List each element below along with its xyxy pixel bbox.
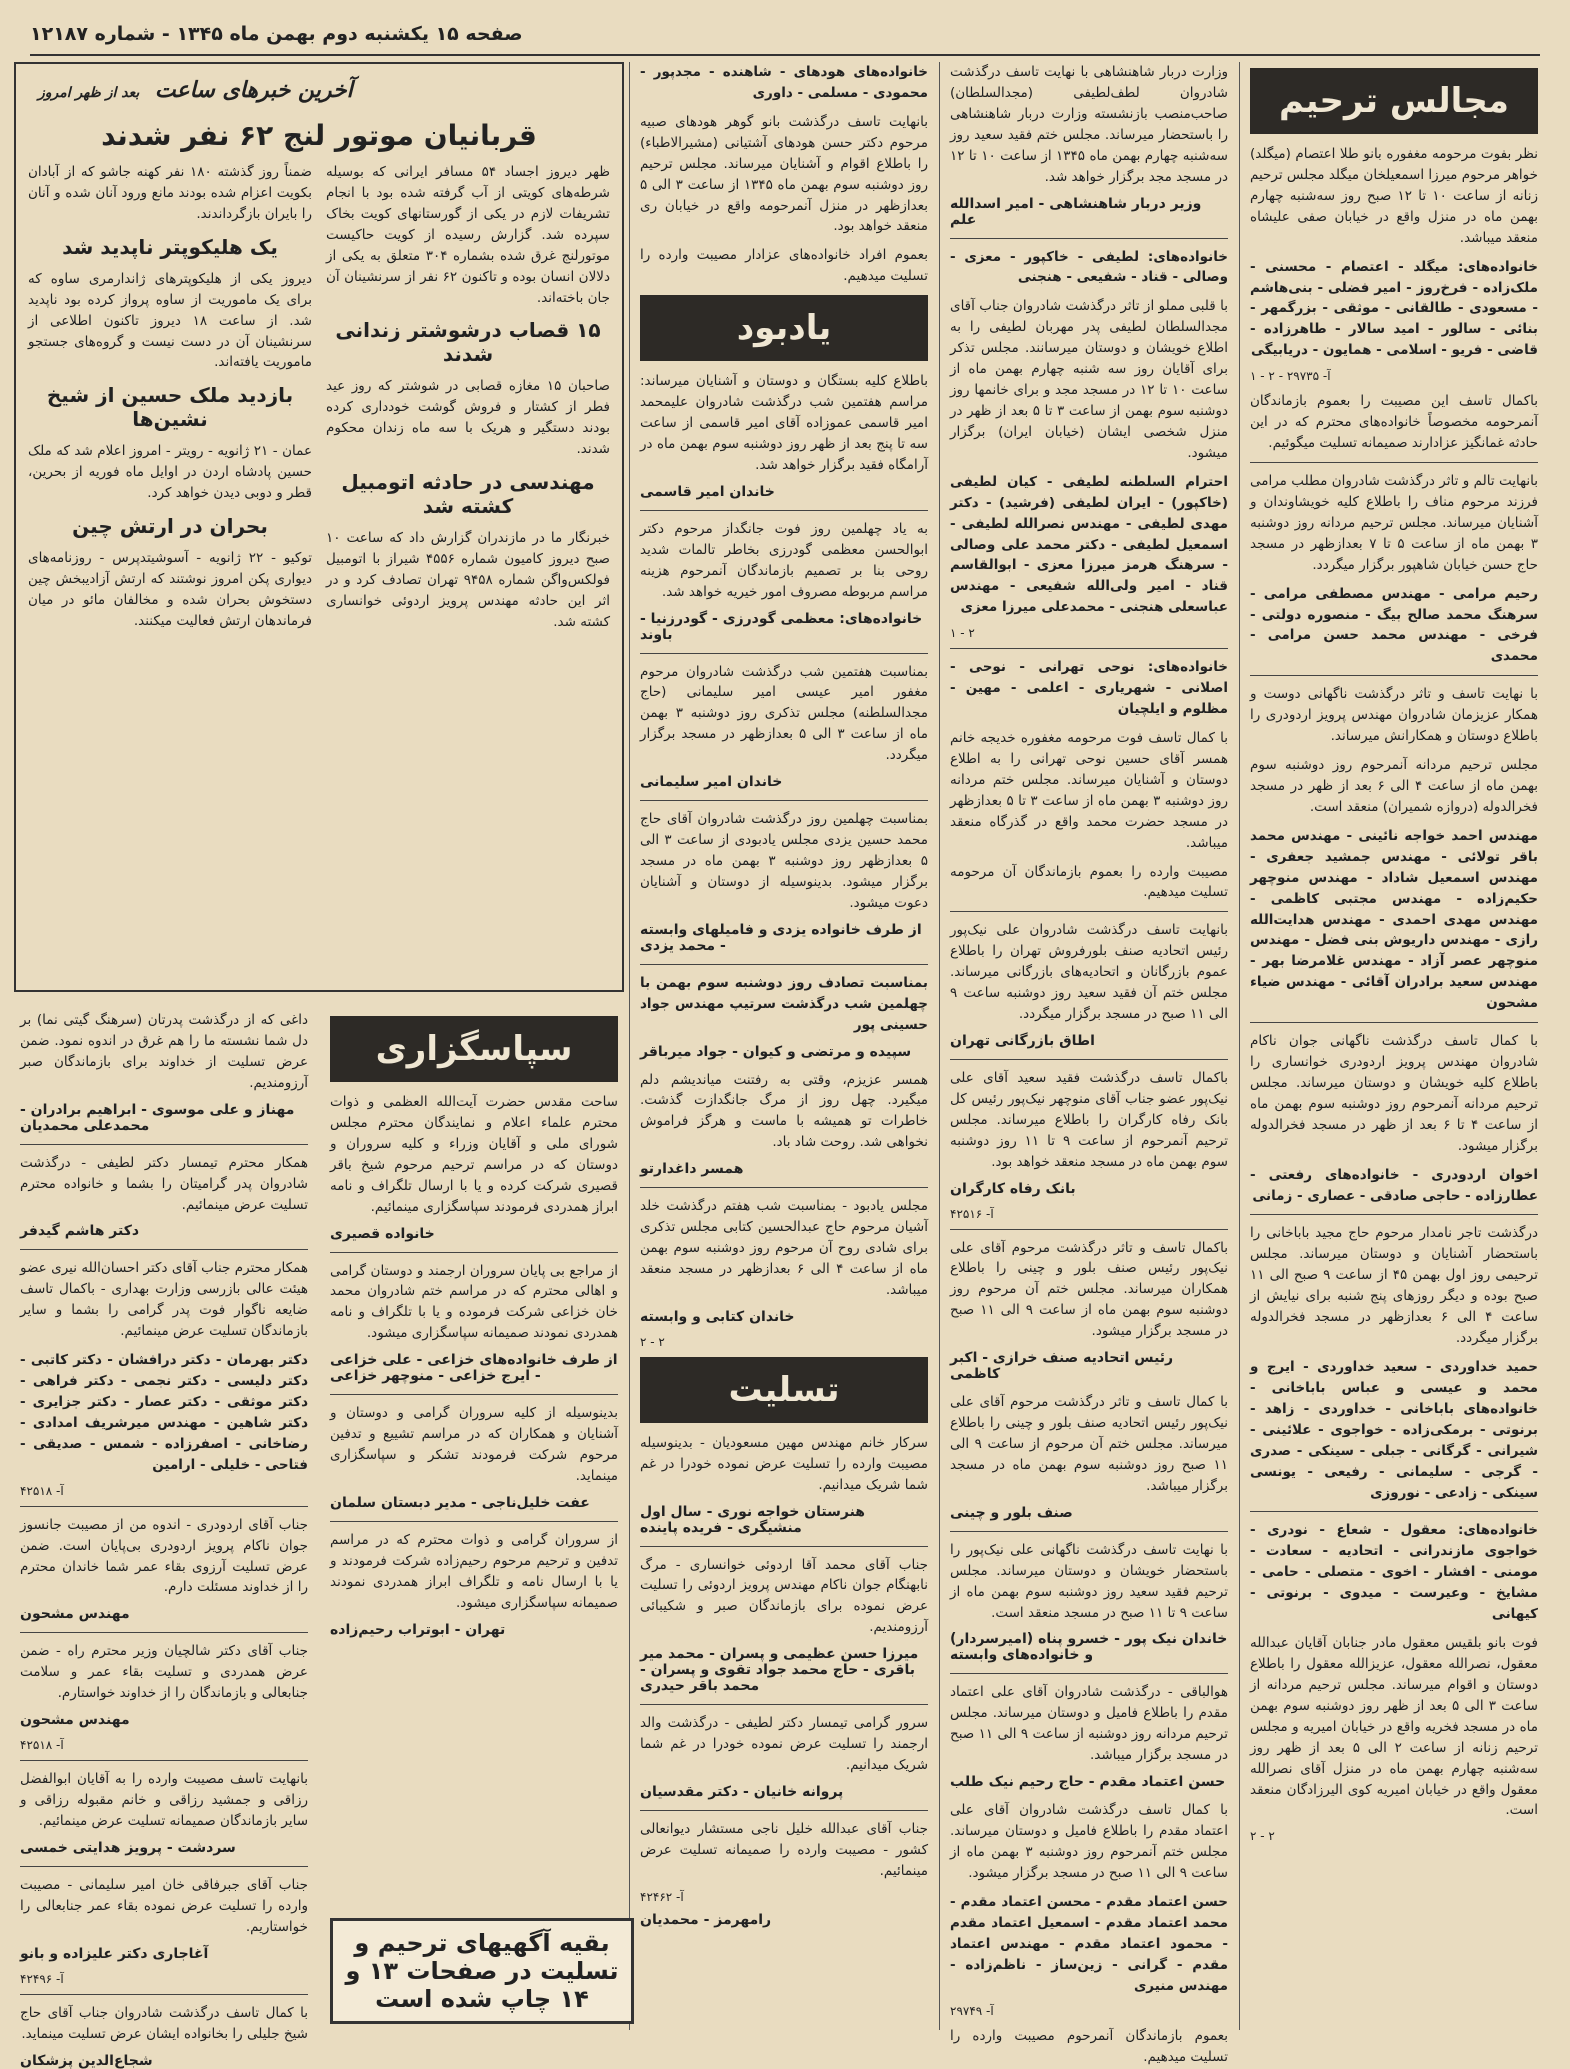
news-columns xyxy=(28,162,610,641)
headline: یک هلیکوپتر ناپدید شد xyxy=(62,234,278,259)
notice-signature: صنف بلور و چینی xyxy=(950,1504,1073,1521)
notice-text: نظر بفوت مرحومه مغفوره بانو طلا اعتصام (میگلد) خواهر مرحوم میرزا اسمعیلخان میگلد مجلس ترحیم زنانه از ساعت ۱۰ تا ۱۲ صبح روز سه‌شنبه چهارم بهمن ماه در منزل واقع در خیابان صفی علیشاه منعقد میباشد. xyxy=(1250,146,1539,246)
divider xyxy=(640,1704,928,1705)
notice-signature: سپیده و مرتضی و کیوان - جواد میرباقر xyxy=(640,1043,912,1060)
notice-text: بانهایت تاسف درگذشت بانو گوهر هودهای صبیه مرحوم دکتر حسن هودهای آشتیانی (مشیرالاطباء) را باطلاع اقوام و آشنایان میرساند. مجلس ترحیم روز دوشنبه سوم بهمن ماه ۱۳۴۵ از ساعت ۳ الی ۵ بعدازظهر در منزل آنمرحومه واقع در خیابان ری منعقد خواهد بود. xyxy=(640,113,928,235)
headline: ۱۵ قصاب درشوشتر زندانی شدند xyxy=(335,318,601,367)
notice-text: سرور گرامی تیمسار دکتر لطیفی - درگذشت والد ارجمند را تسلیت عرض نموده خودرا در غم شما شریک میدانیم. xyxy=(640,1715,928,1774)
notice-signature: عفت خلیل‌ناجی - مدیر دبستان سلمان xyxy=(330,1494,590,1511)
divider xyxy=(950,238,1228,239)
divider xyxy=(950,1531,1228,1532)
notice-text: جناب آقای محمد آقا اردوئی خوانساری - مرگ نابهنگام جوان ناکام مهندس پرویز اردوئی را تسلیت عرض نموده برای بازماندگان صبر و شکیبائی آرزومندیم. xyxy=(640,1556,928,1636)
notice-text: باکمال تاسف این مصیبت را بعموم بازماندگان آنمرحومه مخصوصاً خانواده‌های محترم که در این حادثه غمانگیز عزادارند صمیمانه تسلیت میگوئیم. xyxy=(1250,393,1538,452)
ad-code: ۲ - ۲ xyxy=(1250,1829,1275,1844)
notice-signature: همسر داغدارتو xyxy=(640,1161,744,1178)
notice-text: وزارت دربار شاهنشاهی با نهایت تاسف درگذشت شادروان لطف‌لطیفی (مجدالسلطان) صاحب‌منصب بازنشسته وزارت دربار شاهنشاهی را باستحضار میرساند. مجلس ختم فقید سعید روز سه‌شنبه چهارم بهمن ماه ۱۳۴۵ از ساعت ۱۰ تا ۱۲ در مسجد مجد برگزار خواهد شد. xyxy=(950,64,1228,185)
notice-text: همکار محترم تیمسار دکتر لطیفی - درگذشت شادروان پدر گرامیتان را بشما و خانواده محترم تسلیت عرض مینمائیم. xyxy=(20,1154,308,1213)
divider xyxy=(20,1506,308,1507)
column-rule xyxy=(629,62,630,2030)
divider xyxy=(20,1249,308,1250)
news-text: صاحبان ۱۵ مغازه قصابی در شوشتر که روز عید فطر از کشتار و فروش گوشت خودداری کرده بودند دستگیر و هریک با سه ماه زندان محکوم شدند. xyxy=(326,378,610,458)
divider xyxy=(640,1810,928,1811)
ad-code: ۲ - ۱ xyxy=(950,626,975,641)
section-banner-taslit: تسلیت xyxy=(640,1357,928,1423)
notice-signature: خاندان امیر قاسمی xyxy=(640,483,775,500)
divider xyxy=(1250,1022,1538,1023)
page-header xyxy=(30,14,1540,56)
divider xyxy=(640,964,928,965)
column-4-lower xyxy=(324,1010,624,2030)
notice-text: همسر عزیزم، وقتی به رفتنت میاندیشم دلم میگیرد. چهل روز از مرگ جانگدازت گذشت. خاطرات تو همیشه با ماست و هرگز فراموش نخواهی شد. روحت شاد باد. xyxy=(640,1071,928,1151)
notice-text: به یاد چهلمین روز فوت جانگداز مرحوم دکتر ابوالحسن معظمی گودرزی بخاطر تالمات شدید روحی بنا بر تصمیم بازماندگان آنمرحوم هزینه مراسم مربوطه مصروف امور خیریه خواهد شد. xyxy=(640,520,928,600)
news-brand xyxy=(28,72,610,109)
notice-signature: شجاع‌الدین پزشکان xyxy=(20,2052,153,2069)
divider xyxy=(1250,1511,1538,1512)
notice-text: بدینوسیله از کلیه سروران گرامی و دوستان و آشنایان و همکاران که در مراسم تشییع و تدفین مرحوم شرکت فرمودند تشکر و سپاسگزاری مینماید. xyxy=(330,1405,618,1484)
notice-signature: مهندس مشحون xyxy=(20,1712,130,1729)
notice-text: بمناسبت هفتمین شب درگذشت شادروان مرحوم مغفور امیر عیسی امیر سلیمانی (حاج مجدالسلطنه) مجلس تذکری روز دوشنبه ۳ بهمن ماه از ساعت ۳ الی ۵ بعدازظهر در مسجد برگزار میگردد. xyxy=(640,663,929,764)
notice-text: با کمال تاسف درگذشت ناگهانی جوان ناکام شادروان مهندس پرویز اردودری خوانساری را باطلاع کلیه خویشان و دوستان میرساند. مجلس ترحیم مردانه آنمرحوم روز دوشنبه سوم بهمن ماه از ساعت ۴ تا ۶ بعد از ظهر در مسجد فخرالدوله برگزار میشود. xyxy=(1250,1033,1539,1154)
notice-text: از مراجع بی پایان سروران ارجمند و دوستان گرامی و اهالی محترم که در مراسم ختم شادروان محمد خان خزاعی شرکت فرموده و یا با تلگراف و نامه همدردی نمودند صمیمانه سپاسگزاری میشود. xyxy=(330,1262,618,1342)
section-banner-yadbood: یادبود xyxy=(640,295,928,361)
column-rule xyxy=(1239,62,1240,2030)
ad-code: آ- ۴۲۴۹۶ xyxy=(20,1971,64,1986)
divider xyxy=(20,1144,308,1145)
notice-text: جناب آقای دکتر شالچیان وزیر محترم راه - ضمن عرض همدردی و تسلیت بقاء عمر و سلامت جنابعالی و بازماندگان را از خداوند خواستارم. xyxy=(20,1643,308,1702)
notice-text: جناب آقای اردودری - اندوه من از مصیبت جانسوز جوان ناکام پرویز اردودری بی‌پایان است. ضمن عرض تسلیت آرزوی بقاء عمر شما خاندان محترم را از خداوند مسئلت دارم. xyxy=(20,1516,308,1596)
divider xyxy=(640,1546,928,1547)
notice-text: ساحت مقدس حضرت آیت‌الله العظمی و ذوات محترم علماء اعلام و نمایندگان محترم مجلس شورای ملی و آقایان وزراء و کلیه سروران و دوستان که در مراسم ترحیم مرحوم شیخ باقر قصیری شرکت کرده و یا با ارسال تلگراف و نامه ابراز همدردی فرمودند سپاسگزاری مینمائیم. xyxy=(330,1094,618,1215)
notice-text: بانهایت تالم و تاثر درگذشت شادروان مطلب مرامی فرزند مرحوم مناف را باطلاع کلیه خویشاوندان و آشنایان میرساند. مجلس ترحیم مردانه روز دوشنبه ۳ بهمن ماه از ساعت ۵ تا ۷ بعدازظهر در مسجد حاج حسن خیابان شاهپور برگزار میگردد. xyxy=(1250,472,1538,573)
notice-text: با قلبی مملو از تاثر درگذشت شادروان جناب آقای مجدالسلطان لطیفی پدر مهربان لطیفی را به اطلاع خویشان و دوستان میرسانند. مجلس تذکر برای آقایان روز سه شنبه چهارم بهمن ماه از ساعت ۱۰ تا ۱۲ در مسجد مجد و برای خانمها روز دوشنبه سوم بهمن از ساعت ۳ تا ۵ بعد از ظهر در منزل شخصی ایشان (خیابان ایران) برگزار میشود. xyxy=(950,298,1228,461)
column-2 xyxy=(944,62,1234,2066)
news-column-right xyxy=(326,162,610,641)
notice-signature: اطاق بازرگانی تهران xyxy=(950,1032,1095,1049)
ad-code: آ- ۲۹۷۳۵ - ۲ - ۱ xyxy=(1250,369,1331,384)
divider xyxy=(950,648,1228,649)
divider xyxy=(1250,462,1538,463)
divider xyxy=(950,1673,1228,1674)
ad-code: آ- ۴۲۵۱۸ xyxy=(20,1483,64,1498)
notice-text: بمناسبت چهلمین روز درگذشت شادروان آقای حاج محمد حسین یزدی مجلس یادبودی از ساعت ۳ الی ۵ بعدازظهر روز دوشنبه ۳ بهمن ماه در مسجد برگزار میشود. بدینوسیله از دوستان و آشنایان دعوت میشود. xyxy=(640,811,928,911)
notice-text: از سروران گرامی و ذوات محترم که در مراسم تدفین و ترحیم مرحوم رحیم‌زاده شرکت فرمودند و یا با ارسال نامه و تلگراف ابراز همدردی نمودند صمیمانه سپاسگزاری میشود. xyxy=(330,1531,618,1611)
notice-text: با کمال تاسف فوت مرحومه مغفوره خدیجه خانم همسر آقای حسین نوحی تهرانی را به اطلاع دوستان و آشنایان میرساند. مجلس ختم مردانه روز دوشنبه ۳ بهمن ماه از ساعت ۳ تا ۵ بعدازظهر در مسجد حضرت محمد واقع در گذرگاه منعقد میباشد. xyxy=(950,729,1228,851)
column-5-lower xyxy=(14,1010,314,2069)
notice-signers: اخوان اردودری - خانواده‌های رفعتی - عطارزاده - حاجی صادقی - عصاری - زمانی xyxy=(1250,1166,1538,1204)
notice-text: بانهایت تاسف مصیبت وارده را به آقایان ابوالفضل رزاقی و جمشید رزاقی و خانم مقبوله رزاقی و سایر بازماندگان صمیمانه تسلیت عرض مینمائیم. xyxy=(20,1771,308,1829)
news-column-left xyxy=(28,162,312,641)
notice-signers: حسن اعتماد مقدم - محسن اعتماد مقدم - محمد اعتماد مقدم - اسمعیل اعتماد مقدم - محمود اعتماد مقدم - مهندس اعتماد مقدم - گرانی - زین‌ساز - ناظم‌زاده - مهندس منیری xyxy=(950,1893,1228,1994)
section-banner-tarhim: مجالس ترحیم xyxy=(1250,68,1538,134)
section-banner-sepas: سپاسگزاری xyxy=(330,1016,618,1082)
notice-signature: بانک رفاه کارگران xyxy=(950,1180,1076,1197)
notice-signers: مهندس احمد خواجه نائینی - مهندس محمد باقر تولائی - مهندس جمشید جعفری - مهندس اسمعیل شاداد - مهندس منوچهر حکیم‌زاده - مهندس مجتبی کاظمی - مهندس مهدی احمدی - مهندس هدایت‌الله رازی - مهندس داریوش بنی فضل - مهندس منوچهر عصر آزاد - مهندس غلامرضا بهر - مهندس سعید برادران آقائی - مهندس ضیاء مشحون xyxy=(1250,827,1538,1012)
notice-text: مجلس ترحیم مردانه آنمرحوم روز دوشنبه سوم بهمن ماه از ساعت ۴ الی ۶ بعد از ظهر در مسجد فخرالدوله (دروازه شمیران) منعقد است. xyxy=(1250,757,1538,815)
headline: بحران در ارتش چین xyxy=(72,514,268,539)
ad-code: آ- ۲۹۷۴۹ xyxy=(950,2004,994,2019)
notice-signers: رحیم مرامی - مهندس مصطفی مرامی - سرهنگ محمد صالح بیگ - منصوره دولتی - فرخی - مهندس محمد حسن مرامی - محمدی xyxy=(1250,585,1538,665)
divider xyxy=(20,1994,308,1995)
notice-signature: حسن اعتماد مقدم - حاج رحیم نیک طلب xyxy=(950,1774,1226,1791)
notice-text: درگذشت تاجر نامدار مرحوم حاج مجید باباخانی را باستحضار آشنایان و دوستان میرساند. مجلس ترحیمی روز اول بهمن ۴۵ از ساعت ۹ صبح الی ۱۱ صبح بوده و دیگر روزهای پنج شنبه برای نیایش از ساعت ۴ الی ۶ بعدازظهر در مسجد فخرالدوله برگزار میگردد. xyxy=(1250,1225,1539,1347)
divider xyxy=(640,800,928,801)
news-text: ظهر دیروز اجساد ۵۴ مسافر ایرانی که بوسیله شرطه‌های کویتی از آب گرفته شده بود با انجام تشریفات لازم در یکی از گورستانهای کویت بخاک سپرده شد. گزارش رسیده از کویت حاکیست موتورلنج غرق شده بشماره ۳۰۴ متعلق به یکی از دلالان انسان بوده و تاکنون ۶۲ نفر از سرنشینان آن جان باخته‌اند. xyxy=(326,164,610,306)
notice-text: داغی که از درگذشت پدرتان (سرهنگ گیتی نما) بر دل شما نشسته ما را هم غرق در اندوه نمود. ضمن عرض تسلیت از خداوند برای بازماندگان صبر آرزومندیم. xyxy=(20,1012,308,1091)
notice-text: همکار محترم جناب آقای دکتر احسان‌الله نیری عضو هیئت عالی بازرسی وزارت بهداری - باکمال تاسف ضایعه ناگوار فوت پدر گرامی را بشما و سایر بازماندگان تسلیت عرض مینمائیم. xyxy=(20,1260,308,1340)
divider xyxy=(1250,1214,1538,1215)
notice-signature: خانواده قصیری xyxy=(330,1225,435,1242)
news-brand-title: آخرین خبرهای ساعت xyxy=(154,78,353,103)
divider xyxy=(640,1187,928,1188)
notice-signature: از طرف خانواده یزدی و فامیلهای وابسته - محمد یزدی xyxy=(640,921,922,954)
notice-signature: رامهرمز - محمدیان xyxy=(640,1911,772,1928)
notice-text: باطلاع کلیه بستگان و دوستان و آشنایان میرساند: مراسم هفتمین شب درگذشت شادروان علیمحمد امیر قاسمی عموزاده آقای امیر قاسمی از ساعت سه تا پنج بعد از ظهر روز دوشنبه سوم بهمن ماه در آرامگاه فقید برگزار خواهد شد. xyxy=(640,373,928,473)
notice-signature: خانواده‌های: معظمی گودرزی - گودرزنیا - باوند xyxy=(640,610,923,643)
notice-signature: دکتر هاشم گیدفر xyxy=(20,1223,140,1240)
notice-text: جناب آقای جبرفاقی خان امیر سلیمانی - مصیبت وارده را تسلیت عرض نموده بقاء عمر جنابعالی را خواستاریم. xyxy=(20,1876,308,1935)
divider xyxy=(950,1059,1228,1060)
notice-text: بعموم افراد خانواده‌های عزادار مصیبت وارده را تسلیت میدهیم. xyxy=(640,247,928,285)
news-text: ضمناً روز گذشته ۱۸۰ نفر کهنه جاشو که از آبادان بکویت اعزام شده بودند مانع ورود آنان شده و آنان را بایران بازگرداندند. xyxy=(28,164,312,222)
divider xyxy=(330,1521,618,1522)
notice-text: با کمال تاسف درگذشت شادروان جناب آقای حاج شیخ جلیلی را بخانواده ایشان عرض تسلیت مینماید. xyxy=(20,2004,308,2042)
divider xyxy=(330,1252,618,1253)
headline: بازدید ملک حسین از شیخ نشین‌ها xyxy=(46,383,294,432)
ad-code: آ- ۴۲۵۱۶ xyxy=(950,1206,994,1221)
notice-signature: خاندان نیک پور - خسرو پناه (امیرسردار) و خانواده‌های وابسته xyxy=(950,1631,1228,1664)
notice-text: مصیبت وارده را بعموم بازماندگان آن مرحومه تسلیت میدهیم. xyxy=(950,863,1228,901)
notice-signers: حمید خداوردی - سعید خداوردی - ایرج و محمد و عیسی و عباس باباخانی - خانواده‌های باباخانی - خداوردی - زاهد - برنوتی - برمکی‌زاده - خواجوی - علائینی - شیرانی - گرگانی - جبلی - سینکی - صدری - گرجی - سلیمانی - رفیعی - یونسی سینکی - زادعی - نوروزی xyxy=(1250,1359,1538,1501)
notice-signature: رئیس اتحادیه صنف خرازی - اکبر کاظمی xyxy=(950,1350,1174,1383)
notice-signature: هنرستان خواجه نوری - سال اول منشیگری - فریده پاینده xyxy=(640,1503,865,1536)
notice-text: با نهایت تاسف درگذشت ناگهانی علی نیک‌پور را باستحضار خویشان و دوستان میرساند. مجلس ترحیم فقید سعید روز دوشنبه سوم بهمن ماه از ساعت ۹ تا ۱۱ صبح در مسجد منعقد است. xyxy=(950,1541,1228,1621)
notice-text: مجلس یادبود - بمناسبت شب هفتم درگذشت خلد آشیان مرحوم حاج عبدالحسین کتابی مجلس تذکری برای شادی روح آن مرحوم روز دوشنبه سوم بهمن ماه از ساعت ۴ الی ۶ بعدازظهر در مسجد منعقد میباشد. xyxy=(640,1198,928,1298)
notice-signature: وزیر دربار شاهنشاهی - امیر اسدالله علم xyxy=(950,195,1202,228)
headline: مهندسی در حادثه اتومبیل کشته شد xyxy=(341,470,595,519)
notice-families: خانواده‌های: میگلد - اعتصام - محسنی - ملک‌زاده - فرخ‌روز - امیر فضلی - بنی‌هاشم - مسعودی - طالقانی - موثقی - بزرگمهر - بنائی - سالور - امید سالار - طاهرزاده - قاضی - فریو - اسلامی - همایون - دریابیگی xyxy=(1250,258,1538,359)
notice-text: با کمال تاسف درگذشت شادروان آقای علی اعتماد مقدم را باطلاع فامیل و دوستان میرساند. مجلس ختم آنمرحوم روز دوشنبه ۳ بهمن ماه از ساعت ۹ الی ۱۱ صبح در مسجد برگزار میشود. xyxy=(950,1802,1229,1881)
divider xyxy=(1250,675,1538,676)
news-text: دیروز یکی از هلیکوپترهای ژاندارمری ساوه که برای یک ماموریت از ساوه پرواز کرده بود ناپدید شد. از ساعت ۱۸ دیروز تاکنون اطلاعی از سرنشینان آن در دست نیست و گروه‌های جستجو ماموریت یافته‌اند. xyxy=(28,270,312,371)
divider xyxy=(330,1394,618,1395)
news-text: عمان - ۲۱ ژانویه - رویتر - امروز اعلام شد که ملک حسین پادشاه اردن در اوایل ماه فوریه از بحرین، قطر و دوبی دیدن خواهد کرد. xyxy=(28,443,313,502)
news-brand-subtitle: بعد از ظهر امروز xyxy=(38,85,140,101)
notice-text: جناب آقای عبدالله خلیل ناجی مستشار دیوانعالی کشور - مصیبت وارده را صمیمانه تسلیت عرض مینمائیم. xyxy=(640,1821,928,1879)
notice-signature: تهران - ابوتراب رحیم‌زاده xyxy=(330,1621,506,1638)
notice-signature: سردشت - پرویز هدایتی خمسی xyxy=(20,1839,236,1856)
notice-text: با کمال تاسف و تاثر درگذشت مرحوم آقای علی نیک‌پور رئیس اتحادیه صنف بلور و چینی را باطلاع میرساند. مجلس ختم آن مرحوم از ساعت ۹ الی ۱۱ صبح روز دوشنبه سوم بهمن ماه در مسجد برگزار میباشد. xyxy=(950,1394,1228,1494)
divider xyxy=(20,1632,308,1633)
headline: قربانیان موتور لنج ۶۲ نفر شدند xyxy=(101,119,537,152)
notice-text: باکمال تاسف درگذشت فقید سعید آقای علی نیک‌پور عضو جناب آقای منوچهر نیک‌پور رئیس کل بانک رفاه کارگران را باطلاع میرساند. مجلس ترحیم آنمرحوم از ساعت ۹ تا ۱۱ روز دوشنبه سوم بهمن ماه در مسجد منعقد خواهد بود. xyxy=(950,1069,1229,1170)
notice-text: با نهایت تاسف و تاثر درگذشت ناگهانی دوست و همکار عزیزمان شادروان مهندس پرویز اردودری را باطلاع دوستان و همکارانش میرساند. xyxy=(1250,686,1538,745)
header-text: صفحه ۱۵ یکشنبه دوم بهمن ماه ۱۳۴۵ - شماره ۱۲۱۸۷ xyxy=(30,23,523,45)
divider xyxy=(20,1866,308,1867)
notice-text: سرکار خانم مهندس مهین مسعودیان - بدینوسیله مصیبت وارده را تسلیت عرض نموده خودرا در غم شما شریک میدانیم. xyxy=(640,1434,928,1493)
notice-text: بعموم بازماندگان آنمرحوم مصیبت وارده را تسلیت میدهیم. xyxy=(950,2028,1228,2066)
notice-families: خانواده‌های: لطیفی - خاکپور - معزی - وصالی - قناد - شفیعی - هنجنی xyxy=(950,248,1228,286)
divider xyxy=(950,1229,1228,1230)
column-3 xyxy=(634,62,934,2030)
notice-signature: آغاجاری دکتر علیزاده و بانو xyxy=(20,1945,209,1962)
divider xyxy=(950,911,1228,912)
notice-families: خانواده‌های: نوحی تهرانی - نوحی - اصلانی - شهریاری - اعلمی - مهین - مظلوم و ایلچیان xyxy=(950,659,1228,718)
news-text: خبرنگار ما در مازندران گزارش داد که ساعت ۱۰ صبح دیروز کامیون شماره ۴۵۵۶ شیراز با اتومبیل فولکس‌واگن شماره ۹۴۵۸ تهران تصادف کرد و در اثر این حادثه مهندس پرویز اردوئی خوانساری کشته شد. xyxy=(326,530,610,630)
column-1 xyxy=(1244,62,1544,2030)
column-rule xyxy=(939,62,940,2030)
notice-text: هوالباقی - درگذشت شادروان آقای علی اعتماد مقدم را باطلاع فامیل و دوستان میرساند. مجلس ترحیم مردانه روز دوشنبه از ساعت ۹ الی ۱۱ صبح در مسجد برگزار میباشد. xyxy=(950,1684,1229,1764)
notice-text: فوت بانو بلقیس معقول مادر جنابان آقایان عبدالله معقول، نصرالله معقول، عزیزالله معقول را باطلاع دوستان و اقوام میرساند. مجلس ترحیم مردانه از ساعت ۳ الی ۵ بعد از ظهر روز دوشنبه سوم بهمن ماه در مسجد فخریه واقع در خیابان امیریه و مجلس ترحیم زنانه از ساعت ۲ الی ۵ بعد از ظهر روز سه‌شنبه چهارم بهمن ماه در منزل آقای نصرالله معقول واقع در خیابان امیریه کوی ‌‌الیرزادگان منعقد است. xyxy=(1250,1635,1539,1819)
notice-text: بانهایت تاسف درگذشت شادروان علی نیک‌پور رئیس اتحادیه صنف بلورفروش تهران را باطلاع عموم بازرگانان و اتحادیه‌های بازرگانی میرساند. مجلس ختم آن فقید سعید روز دوشنبه ساعت ۹ الی ۱۱ صبح در مسجد برگزار میگردد. xyxy=(950,922,1228,1023)
notice-signature: خاندان کتابی و وابسته xyxy=(640,1308,795,1325)
news-text: توکیو - ۲۲ ژانویه - آسوشیتدپرس - روزنامه‌های دیواری پکن امروز نوشتند که ارتش آزادیبخش چین دستخوش بحران شده و مخالفان مائو در میان فرماندهان ارتش فعالیت میکنند. xyxy=(28,550,312,629)
notice-signature: میرزا حسن عظیمی و پسران - محمد میر باقری - حاج محمد جواد تقوی و پسران - محمد باقر حیدری xyxy=(640,1646,919,1695)
notice-signature: مهناز و علی موسوی - ابراهیم برادران - محمدعلی محمدیان xyxy=(20,1101,295,1134)
notice-text: بمناسبت تصادف روز دوشنبه سوم بهمن با چهلمین شب درگذشت سرتیپ مهندس جواد حسینی پور xyxy=(640,974,928,1033)
divider xyxy=(20,1760,308,1761)
notice-signature: از طرف خانواده‌های خزاعی - علی خزاعی - ایرج خزاعی - منوچهر خزاعی xyxy=(330,1352,618,1385)
notice-signers: دکتر بهرمان - دکتر درافشان - دکتر کاتبی - دکتر دلیسی - دکتر نجمی - دکتر فراهی - دکتر موثقی - دکتر عصار - دکتر جزایری - دکتر شاهین - مهندس میرشریف امدادی - رضاخانی - اصفرزاده - شمس - صدیقی - فتاحی - خلیلی - ارامین xyxy=(20,1352,308,1473)
divider xyxy=(640,510,928,511)
ad-code: آ- ۴۲۴۶۲ xyxy=(640,1889,684,1904)
notice-signature: خاندان امیر سلیمانی xyxy=(640,774,783,791)
notice-signature: پروانه خانیان - دکتر مقدسیان xyxy=(640,1784,844,1801)
divider xyxy=(640,653,928,654)
ad-code: آ- ۴۲۵۱۸ xyxy=(20,1738,64,1753)
notice-signers: احترام السلطنه لطیفی - کیان لطیفی (خاکپور) - ایران لطیفی (فرشید) - دکتر مهدی لطیفی - مهندس نصرالله لطیفی - اسمعیل لطیفی - دکتر محمد علی وصالی - سرهنگ هرمز میرزا معزی - ابوالقاسم قناد - امیر ولی‌الله شفیعی - مهندس عباسعلی هنجنی - محمدعلی میرزا معزی xyxy=(950,473,1228,616)
notice-families: خانواده‌های هودهای - شاهنده - مجدپور - محمودی - مسلمی - داوری xyxy=(640,64,928,101)
notice-families: خانواده‌های: معقول - شعاع - نودری - خواجوی مازندرانی - اتحادیه - سعادت - مومنی - افشار - اخوی - متصلی - حامی - مشایخ - وعیرست - میدوی - برنوتی - کیهانی xyxy=(1250,1522,1538,1623)
notice-text: باکمال تاسف و تاثر درگذشت مرحوم آقای علی نیک‌پور رئیس صنف بلور و چینی را باطلاع همکاران میرساند. مجلس ختم آن مرحوم روز دوشنبه سوم بهمن ماه از ساعت ۹ الی ۱۱ صبح در مسجد برگزار میشود. xyxy=(950,1239,1229,1340)
continuation-banner: بقیه آگهیهای ترحیم و تسلیت در صفحات ۱۳ و ۱۴ چاپ شده است xyxy=(330,1918,634,2024)
latest-news-box xyxy=(14,62,624,992)
notice-signature: مهندس مشحون xyxy=(20,1606,130,1623)
ad-code: ۲ - ۲ xyxy=(640,1334,665,1349)
